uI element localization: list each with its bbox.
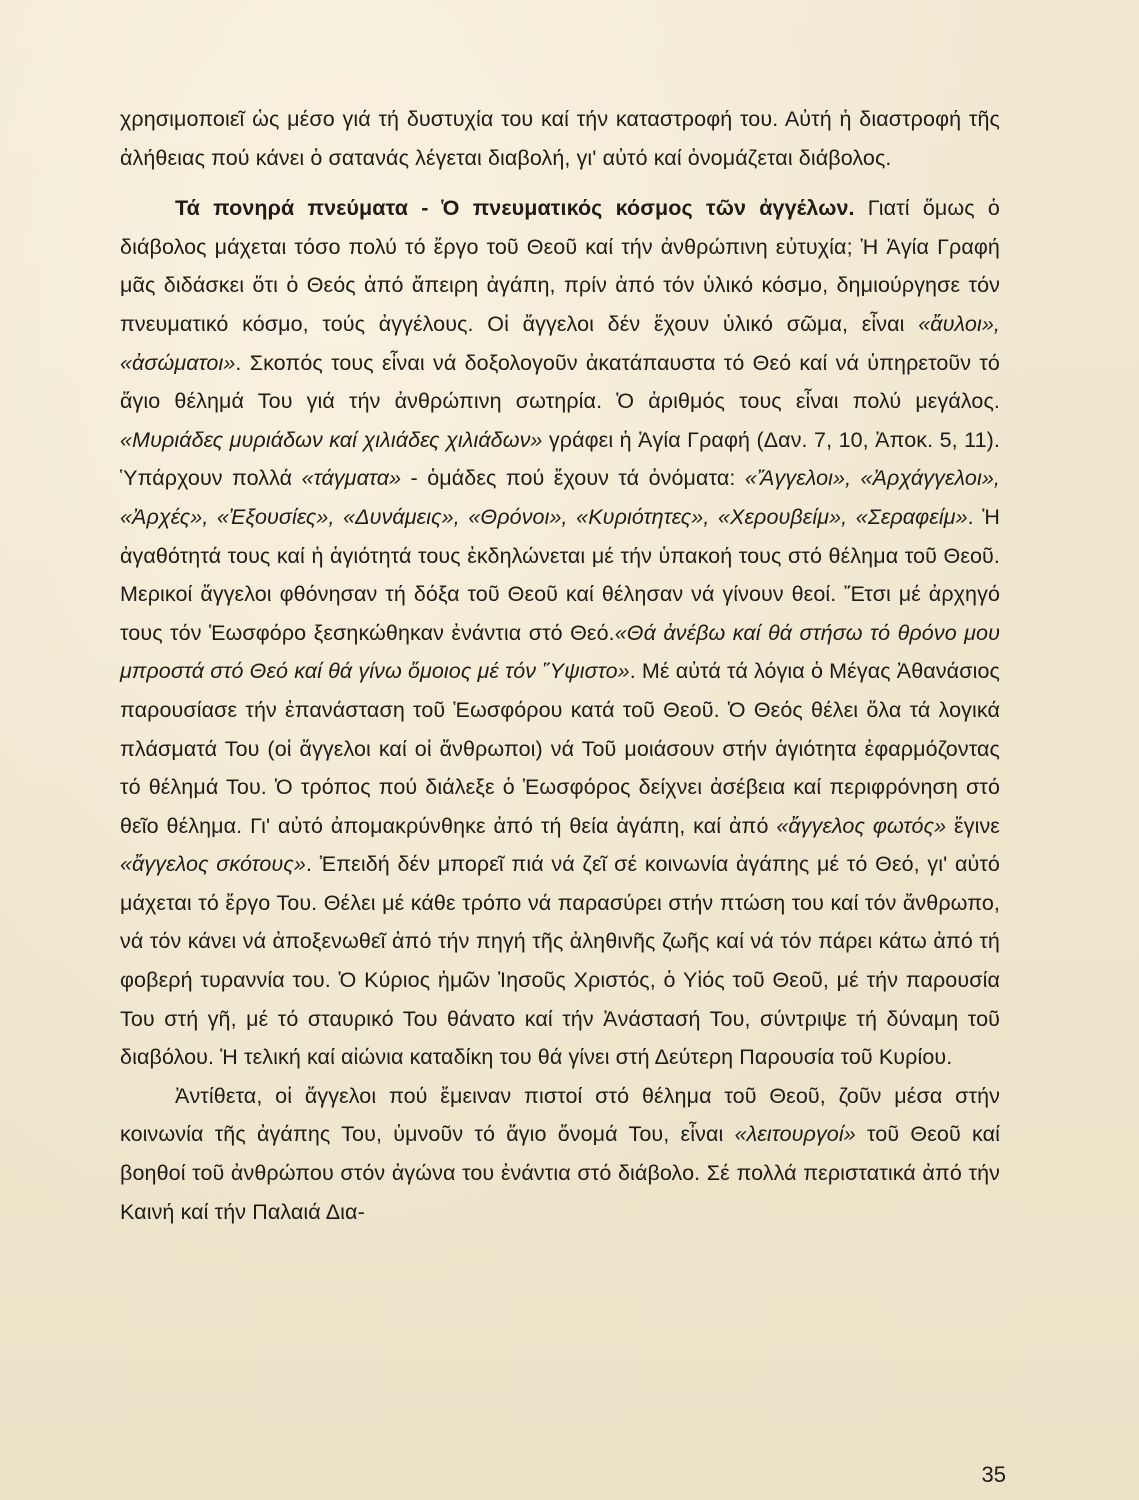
quote-italic: «ἄυλοι», «ἀσώματοι» <box>120 311 1000 375</box>
paragraph-angels-world <box>120 189 1000 1077</box>
quote-italic: «ἄγγελος φωτός» <box>776 813 947 838</box>
text-segment: . Μέ αὐτά τά λόγια ὁ Μέγας Ἀθανάσιος παρουσίασε τήν ἐπανάσταση τοῦ Ἑωσφόρου κατά τοῦ Θεοῦ. Ὁ Θεός θέλει ὅλα τά λογικά πλάσματά Του (οἱ ἄγγελοι καί οἱ ἄνθρωποι) νά Τοῦ μοιάσουν στήν ἁγιότητα ἐφαρμόζοντας τό θέλημά Του. Ὁ τρόπος πού διάλεξε ὁ Ἑωσφόρος δείχνει ἀσέβεια καί περιφρόνηση στό θεῖο θέλημα. Γι' αὐτό ἀπομακρύνθηκε ἀπό τή θεία ἀγάπη, καί ἀπό <box>120 659 1000 838</box>
paragraph-devil-definition <box>120 100 1000 177</box>
text-segment: ἔγινε <box>946 813 1000 838</box>
text-segment: Γιατί ὅμως ὁ διάβολος μάχεται τόσο πολύ τό ἔργο τοῦ Θεοῦ καί τήν ἀνθρώπινη εὐτυχία; Ἡ Ἁγία Γραφή μᾶς διδάσκει ὅτι ὁ Θεός ἀπό ἄπειρη ἀγάπη, πρίν ἀπό τόν ὑλικό κόσμο, δημιούργησε τόν πνευματικό κόσμο, τούς ἀγγέλους. Οἱ ἄγγελοι δέν ἔχουν ὑλικό σῶμα, εἶναι <box>120 196 1000 336</box>
quote-italic: «ἄγγελος σκότους» <box>120 852 306 877</box>
page-number: 35 <box>981 1462 1006 1487</box>
section-heading: Τά πονηρά πνεύματα - Ὁ πνευματικός κόσμος τῶν ἀγγέλων. <box>175 196 855 221</box>
quote-italic: «Ἄγγελοι», «Ἀρχάγγελοι», «Ἀρχές», «Ἐξουσίες», «Δυνάμεις», «Θρόνοι», «Κυριότητες», «Χερουβείμ», «Σεραφείμ» <box>120 466 1000 529</box>
paragraph-faithful-angels <box>120 1077 1000 1231</box>
text-segment: χρησιμοποιεῖ ὡς μέσο γιά τή δυστυχία του καί τήν καταστροφή του. Αὐτή ἡ διαστροφή τῆς ἀλήθειας πού κάνει ὁ σατανάς λέγεται διαβολή, γι' αὐτό καί ὀνομάζεται διάβολος. <box>120 107 1000 170</box>
text-segment: . Σκοπός τους εἶναι νά δοξολογοῦν ἀκατάπαυστα τό Θεό καί νά ὑπηρετοῦν τό ἅγιο θέλημά Του γιά τήν ἀνθρώπινη σωτηρία. Ὁ ἀριθμός τους εἶναι πολύ μεγάλος. <box>120 350 1000 414</box>
body-text <box>120 100 1000 1231</box>
text-segment: Ἀντίθετα, οἱ ἄγγελοι πού ἔμειναν πιστοί στό θέλημα τοῦ Θεοῦ, ζοῦν μέσα στήν κοινωνία τῆς ἀγάπης Του, ὑμνοῦν τό ἅγιο ὄνομά Του, εἶναι <box>120 1083 1000 1147</box>
quote-italic: «Μυριάδες μυριάδων καί χιλιάδες χιλιάδων» <box>120 427 543 452</box>
quote-italic: «τάγματα» <box>301 466 402 491</box>
quote-italic: «Θά ἀνέβω καί θά στήσω τό θρόνο μου μπροστά στό Θεό καί θά γίνω ὅμοιος μέ τόν Ὕψιστο» <box>120 620 1000 684</box>
text-segment: . Ἡ ἀγαθότητά τους καί ἡ ἁγιότητά τους ἐκδηλώνεται μέ τήν ὑπακοή τους στό θέλημα τοῦ Θεοῦ. Μερικοί ἄγγελοι φθόνησαν τή δόξα τοῦ Θεοῦ καί θέλησαν νά γίνουν θεοί. Ἔτσι μέ ἀρχηγό τους τόν Ἑωσφόρο ξεσηκώθηκαν ἐνάντια στό Θεό. <box>120 504 1001 645</box>
text-segment: τοῦ Θεοῦ καί βοηθοί τοῦ ἀνθρώπου στόν ἀγώνα του ἐνάντια στό διάβολο. Σέ πολλά περιστατικά ἀπό τήν Καινή καί τήν Παλαιά Δια- <box>120 1122 1001 1224</box>
text-segment: . Ἐπειδή δέν μπορεῖ πιά νά ζεῖ σέ κοινωνία ἀγάπης μέ τό Θεό, γι' αὐτό μάχεται τό ἔργο Του. Θέλει μέ κάθε τρόπο νά παρασύρει στήν πτώση του καί τόν ἄνθρωπο, νά τόν κάνει νά ἀποξενωθεῖ ἀπό τήν πηγή τῆς ἀληθινῆς ζωῆς καί νά τόν πάρει κάτω ἀπό τή φοβερή τυραννία του. Ὁ Κύριος ἡμῶν Ἰησοῦς Χριστός, ὁ Υἱός τοῦ Θεοῦ, μέ τήν παρουσία Του στή γῆ, μέ τό σταυρικό Του θάνατο καί τήν Ἀνάστασή Του, σύντριψε τή δύναμη τοῦ διαβόλου. Ἡ τελική καί αἰώνια καταδίκη του θά γίνει στή Δεύτερη Παρουσία τοῦ Κυρίου. <box>120 852 1000 1070</box>
text-segment: - ὁμάδες πού ἔχουν τά ὀνόματα: <box>401 466 745 491</box>
text-segment: γράφει ἡ Ἁγία Γραφή (Δαν. 7, 10, Ἀποκ. 5, 11). Ὑπάρχουν πολλά <box>120 427 1000 491</box>
quote-italic: «λειτουργοί» <box>734 1122 856 1147</box>
